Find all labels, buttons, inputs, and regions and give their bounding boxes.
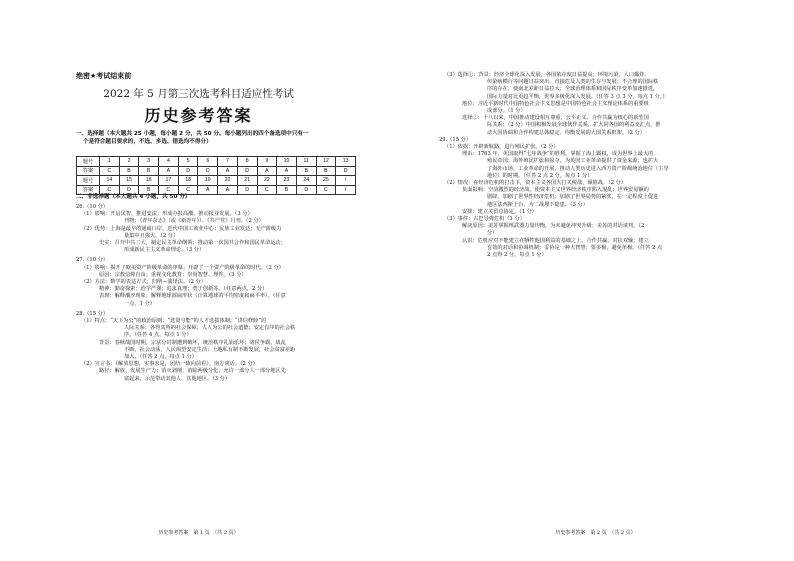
answer-line: 路径：解放、发展生产力；消灭剥削、消除两极分化；允许一部分人一部分地区先	[99, 368, 286, 375]
answer-cell: A	[257, 166, 277, 176]
answer-line: 表现：解释潮汐现象；解释地球圆扁形状（计算地球的平均密度和扁平率）。（任意	[99, 293, 286, 300]
answer-line: （2）宣言书：《解放思想，实事求是，团结一致向前看》、南方谈话。（2 分）	[81, 361, 258, 368]
answer-cell: D	[237, 166, 257, 176]
answer-line: 28.（15 分）	[76, 310, 109, 317]
answer-cell: B	[296, 166, 316, 176]
answer-cell: D	[178, 166, 198, 176]
answer-cell: A	[198, 185, 218, 195]
answer-cell: 10	[277, 157, 297, 167]
left-answers	[76, 204, 295, 383]
answer-line: 传染病横行等问题日益突出，直接危及人类的生存与发展；不合理的国际秩	[487, 79, 659, 86]
answer-cell: D	[119, 185, 139, 195]
answer-row	[77, 166, 356, 176]
answer-cell: D	[237, 185, 257, 195]
answer-row-header: 答案	[77, 185, 100, 195]
answer-cell: D	[198, 166, 218, 176]
answer-line: （1）影响：揭开了欧美资产阶级革命的序幕；开辟了一个资产阶级革命的时代。（2 分）	[81, 264, 284, 271]
answer-line: 原因：宗教信仰自由；重视文化教育；崇尚智慧、理性。（3 分）	[99, 271, 247, 278]
answer-line: 动大国协调和合作构建总体稳定、均衡发展的大国关系框架。（2 分）	[487, 129, 645, 136]
answer-row-header: 答案	[77, 166, 100, 176]
answer-cell: 5	[178, 157, 198, 167]
doc-title: 历史参考答案	[144, 106, 253, 125]
answer-cell: C	[100, 185, 120, 195]
answer-line: 不断，社会动荡，人民渴望安定生活；土地私有制不断发展，社会贫富差距	[124, 346, 296, 353]
answer-line: 一点，1 分）	[124, 300, 155, 307]
answer-line: （3）选择①：背景：经济全球化深入发展，各国依存度日益提高；环境污染、人口爆炸、	[444, 72, 650, 78]
answer-line: （1）特点：“天下为公”的政治原则；“选贤与能”的人才选拔体制；“讲信修睦”的	[81, 318, 267, 325]
answer-cell: 15	[119, 176, 139, 186]
answer-cell: A	[159, 166, 179, 176]
answer-line: 刊物：《青年杂志》（或《新青年》）、《共产党》月刊。（2 分）	[124, 218, 264, 225]
answer-line: 了海外市场，工业革命的开展，推动人类历史进入西方资产阶级统治地位（主导	[487, 165, 669, 172]
answer-cell: C	[100, 166, 120, 176]
answer-cell: 8	[237, 157, 257, 167]
answer-cell: C	[316, 185, 336, 195]
page-2	[397, 0, 794, 561]
answer-line: 认识：危机应对不能建立在牺牲他国利益的基础之上，合作共赢，对抗双输；建立	[462, 237, 649, 244]
answer-cell: 7	[218, 157, 238, 167]
answer-cell: 16	[139, 176, 159, 186]
answer-line: （1）影响：开启民智，推进变法；形成办报高潮，推动报业发展。（3 分）	[81, 211, 253, 218]
answer-cell: 13	[336, 157, 356, 167]
answer-line: 量集中且强大。（2 分）	[124, 232, 179, 239]
answer-line: 29.（15 分）	[439, 136, 472, 143]
answer-cell: 2	[119, 157, 139, 167]
answer-line: 地位）的时期。（任答 2 点 2 分，每点 1 分）	[487, 172, 593, 179]
answer-line: 解决原因：美苏掌握核武器力量均衡，为未避免冲突升级；美苏的对话谈判。（2	[462, 223, 645, 230]
answer-cell: 14	[100, 176, 120, 186]
answer-cell: A	[277, 166, 297, 176]
answer-row-header: 题号	[77, 157, 100, 167]
answer-line: 精神：勤奋探索；治学严谨；追求真理；勇于创新等。（任意两点，2 分）	[99, 286, 268, 293]
answer-cell: 12	[316, 157, 336, 167]
answer-line: 地区法西斯上台，为二战埋下隐患。（3 分）	[487, 201, 588, 208]
answer-cell: B	[139, 166, 159, 176]
section2-heading: 二、非选择题（本大题共 4 小题，共 50 分）	[76, 194, 191, 200]
answer-cell: /	[336, 185, 356, 195]
answer-line: 序的存在，使南北差距日益拉大；全球治理体系和国际秩序变革加速推进，	[487, 86, 659, 93]
answer-cell: D	[296, 185, 316, 195]
answer-line: 地位：习近平新时代中国特色社会主义思想是中国特色社会主义理论体系的重要组	[462, 100, 649, 107]
answer-cell: A	[218, 185, 238, 195]
answer-line: 剧降，加剧了世界性经济危机；加剧了世界局势的紧张，在一定程度上促进	[487, 194, 659, 201]
answer-cell: 6	[198, 157, 218, 167]
answer-line: （2）情况：在经济危机的打击下，资本主义各国大打关税战、倾销战。（2 分）	[444, 180, 627, 187]
answer-row	[77, 176, 356, 186]
answer-line: 安排：建立关贸总协定。（1 分）	[462, 208, 537, 215]
answer-line: （1）依据：开辟新航路，进行殖民扩张。（2 分）	[444, 144, 559, 151]
answer-cell: B	[139, 185, 159, 195]
answer-cell: C	[178, 185, 198, 195]
answer-cell: 1	[100, 157, 120, 167]
answer-cell: 23	[277, 176, 297, 186]
answer-line: 选择②：十八以来，中国推动建设相互尊重、公平正义、合作共赢为核心的新型国	[462, 115, 649, 122]
answer-row-header: 题号	[77, 176, 100, 186]
answer-cell: 21	[237, 176, 257, 186]
answer-cell: 3	[139, 157, 159, 167]
exam-title: 2022 年 5 月第三次选考科目适应性考试	[103, 88, 294, 100]
answer-cell: 25	[316, 176, 336, 186]
answer-line: 背景：春秋战国时期，宗法分封制遭到破坏，统治秩序礼崩乐坏；诸侯争霸，战乱	[99, 339, 286, 346]
answer-cell: 17	[159, 176, 179, 186]
right-answers	[439, 72, 669, 259]
answer-cell: B	[316, 166, 336, 176]
answer-cell: /	[336, 176, 356, 186]
answer-cell: 20	[218, 176, 238, 186]
answer-line: （2）方法：数学的表达方式；归纳—演绎法。（2 分）	[81, 279, 206, 286]
answer-cell: 4	[159, 157, 179, 167]
answer-cell: B	[119, 166, 139, 176]
answer-line: 成部分。（1 分）	[487, 108, 526, 115]
footer-page-2: 历史参考答案 第 2 页 （共 2 页）	[555, 530, 636, 536]
answer-line: 形成新民主主义革命理论。（3 分）	[124, 247, 205, 254]
answer-cell: 22	[257, 176, 277, 186]
answer-cell: C	[257, 185, 277, 195]
answer-line: 理由：1763 年，英国取得“七年战争”的胜利，掌握了海上霸权，成为世界上最大的	[462, 151, 654, 158]
answer-line: 序。（任答 4 点，每点 1 分）	[124, 332, 192, 339]
answer-line: 负面影响：空前激烈的经济战，使资本主义世界经济秩序陷入混乱；世界贸易额的	[462, 187, 649, 194]
answer-line: 分）	[487, 230, 498, 237]
answer-cell: B	[277, 185, 297, 195]
answer-cell: D	[336, 166, 356, 176]
answer-line: 有效的对话和协调机制；妥协是一种大智慧；要多极，避免单极。（任答 2 点	[487, 244, 663, 251]
answer-cell: C	[159, 185, 179, 195]
answer-line: 殖民帝国；海外殖民扩张和掠夺，为英国工业革命提供了资金来源；也扩大	[487, 158, 659, 165]
answer-cell: 9	[257, 157, 277, 167]
answer-cell: 18	[178, 176, 198, 186]
answer-line: 加大。（任答 2 点，每点 1 分）	[124, 354, 197, 361]
answer-line: 际关系；（2 分）中国积极发展全球伙伴关系，扩大同各国的利益交汇点，推	[487, 122, 661, 129]
section1-heading: 一、选择题（本大题共 25 小题，每小题 2 分，共 50 分。每小题列出的四个备选项中只有一 个是符合题目要求的，不选、多选、错选均不得分）	[76, 131, 309, 145]
answer-cell: 19	[198, 176, 218, 186]
answer-line: 史实：召开中共二大，制定民主革命纲领；推动第一次国共合作和国民革命运动；	[99, 240, 286, 247]
answer-line: 26.（10 分）	[76, 204, 109, 210]
answer-table	[76, 156, 356, 195]
footer-page-1: 历史参考答案 第 1 页 （共 2 页）	[158, 530, 239, 536]
answer-line: （2）优势：上海是最早的通商口岸，近代中国工商业中心；民族工业发达；无产阶级力	[81, 225, 282, 232]
answer-line: （3）事件：古巴导弹危机（1 分）	[444, 216, 525, 223]
answer-line: 2 点得 2 分，每点 1 分）	[487, 252, 547, 259]
answer-cell: A	[218, 166, 238, 176]
answer-line: 人际关系；各得其所的社会保障；人人为公的社会道德；安定有序的社会秩	[124, 325, 296, 332]
answer-line: 国际力量对比更趋平衡，世界多极化深入发展。（任答 3 点 3 分，每点 1 分。）	[487, 93, 668, 100]
answer-line: 27.（10 分）	[76, 257, 109, 264]
answer-cell: 11	[296, 157, 316, 167]
answer-line: 富起来，示范带动其他人、其他地区。（3 分）	[124, 375, 231, 382]
answer-cell: 24	[296, 176, 316, 186]
answer-row	[77, 157, 356, 167]
secret-label: 绝密★考试结束前	[76, 72, 132, 80]
